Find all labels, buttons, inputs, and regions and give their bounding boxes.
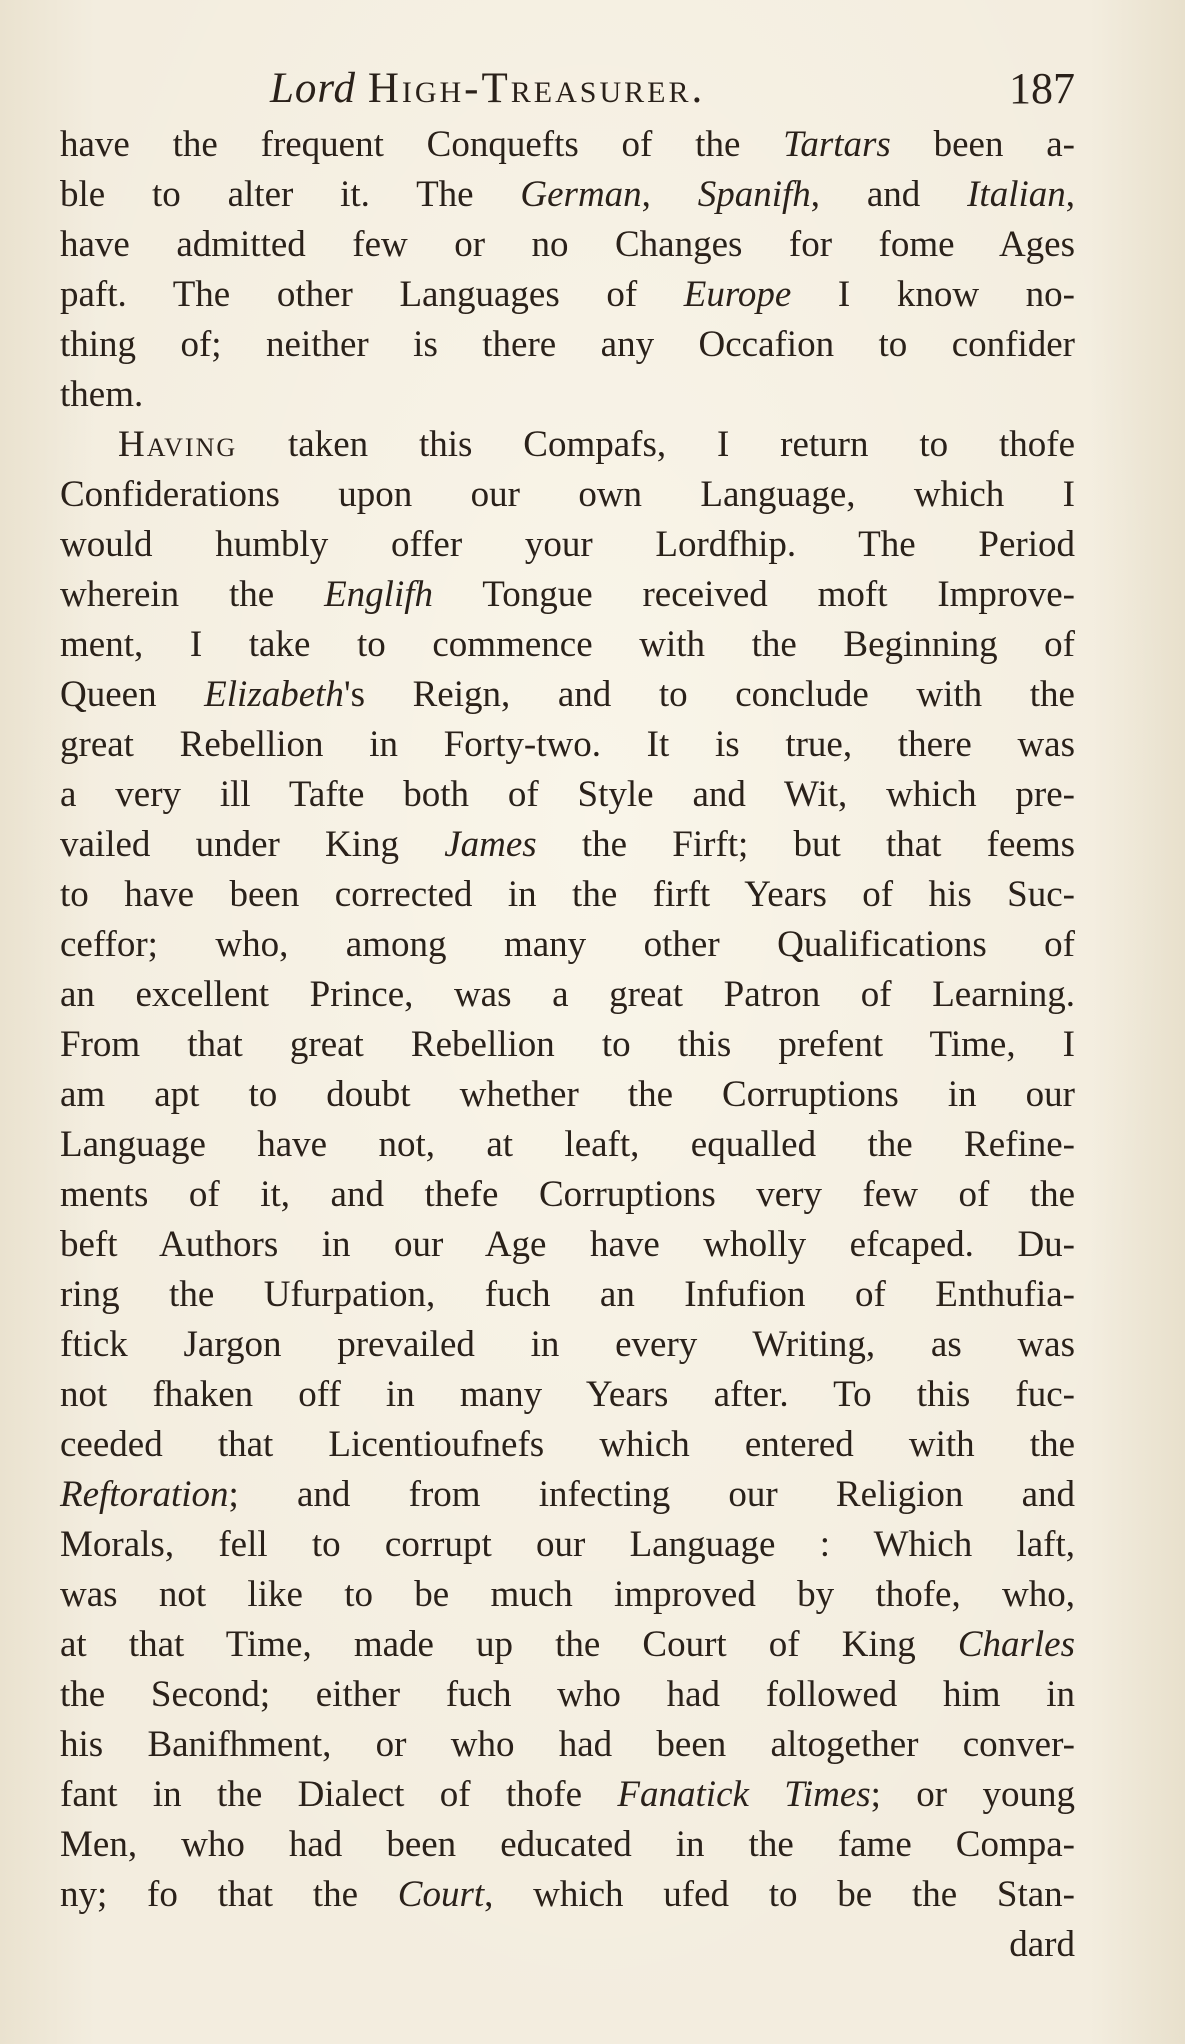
text-segment: From that great Rebellion to this prefent Time, I [60,1024,1075,1065]
italic-segment: Italian [967,174,1066,215]
text-segment: ; or young [870,1774,1075,1815]
text-line [60,1570,1075,1620]
italic-segment: Fanatick Times [617,1774,871,1815]
text-segment: ment, I take to commence with the Beginning of [60,624,1075,665]
text-segment: , [1065,174,1076,215]
text-line [60,620,1075,670]
italic-segment: Reftoration [60,1474,229,1515]
running-head-lord: Lord [270,65,357,112]
text-segment: Tongue received moft Improve- [433,574,1075,615]
small-caps-segment: Having [118,424,238,465]
page-number: 187 [1009,64,1075,113]
text-segment: a very ill Tafte both of Style and Wit, which pre- [60,774,1075,815]
italic-segment: Englifh [324,574,434,615]
text-segment: 's Reign, and to conclude with the [343,674,1075,715]
text-line [60,1270,1075,1320]
text-line [60,1220,1075,1270]
text-segment: ftick Jargon prevailed in every Writing, as was [60,1324,1075,1365]
text-segment: was not like to be much improved by thofe, who, [60,1574,1075,1615]
text-segment: the Second; either fuch who had followed him in [60,1674,1075,1715]
text-line [60,420,1075,470]
text-line [60,820,1075,870]
text-segment: them. [60,374,144,415]
text-line [60,1470,1075,1520]
text-line [60,1120,1075,1170]
running-head-title: High-Treasurer. [367,65,706,112]
text-segment: , and [810,174,968,215]
text-segment: not fhaken off in many Years after. To this fuc- [60,1374,1075,1415]
text-line [60,670,1075,720]
text-line [60,1820,1075,1870]
text-line [60,1020,1075,1070]
italic-segment: Europe [683,274,792,315]
text-line [60,1320,1075,1370]
text-segment: his Banifhment, or who had been altogether conver- [60,1724,1075,1765]
italic-segment: German [520,174,642,215]
text-segment: , which ufed to be the Stan- [484,1874,1075,1915]
text-segment: beft Authors in our Age have wholly efcaped. Du- [60,1224,1075,1265]
text-segment: ments of it, and thefe Corruptions very few of the [60,1174,1075,1215]
text-segment: would humbly offer your Lordfhip. The Period [60,524,1075,565]
text-line [60,770,1075,820]
text-line [60,1670,1075,1720]
text-line [60,1070,1075,1120]
italic-segment: Charles [957,1624,1075,1665]
running-head [270,54,705,124]
italic-segment: Court [397,1874,485,1915]
text-segment: Confiderations upon our own Language, which I [60,474,1075,515]
text-segment: the Firft; but that feems [536,824,1075,865]
text-segment: have the frequent Conquefts of the [60,124,784,165]
text-line [60,270,1075,320]
text-line [60,1420,1075,1470]
text-segment: ny; fo that the [60,1874,398,1915]
text-segment: Morals, fell to corrupt our Language : Which laft, [60,1524,1075,1565]
text-line [60,470,1075,520]
text-line [60,870,1075,920]
text-segment: paft. The other Languages of [60,274,684,315]
text-line [60,1170,1075,1220]
text-segment: ble to alter it. The [60,174,521,215]
text-segment: thing of; neither is there any Occafion to confider [60,324,1075,365]
text-line [60,1770,1075,1820]
text-segment: , [641,174,698,215]
text-line [60,1720,1075,1770]
text-segment: I know no- [791,274,1075,315]
text-segment: to have been corrected in the firft Years of his Suc- [60,874,1075,915]
text-line [60,1870,1075,1920]
text-line [60,1920,1075,1970]
text-line [60,1520,1075,1570]
text-segment: have admitted few or no Changes for fome Ages [60,224,1075,265]
text-line [60,170,1075,220]
text-line [60,570,1075,620]
text-segment: at that Time, made up the Court of King [60,1624,958,1665]
text-line [60,1620,1075,1670]
text-segment: taken this Compafs, I return to thofe [237,424,1075,465]
text-segment: vailed under King [60,824,445,865]
text-segment: Language have not, at leaft, equalled the Refine- [60,1124,1075,1165]
text-segment: been a- [890,124,1075,165]
text-segment: great Rebellion in Forty-two. It is true, there was [60,724,1075,765]
text-line [60,1370,1075,1420]
text-segment: am apt to doubt whether the Corruptions in our [60,1074,1075,1115]
page-header [60,54,1075,124]
text-segment: ceeded that Licentioufnefs which entered with the [60,1424,1075,1465]
text-line [60,920,1075,970]
text-line [60,720,1075,770]
italic-segment: Spanifh [697,174,811,215]
text-segment: ; and from infecting our Religion and [228,1474,1075,1515]
text-segment: fant in the Dialect of thofe [60,1774,618,1815]
body-text [60,120,1075,1970]
text-line [60,370,1075,420]
text-line [60,220,1075,270]
italic-segment: Elizabeth [204,674,344,715]
text-line [60,120,1075,170]
text-segment: an excellent Prince, was a great Patron of Learning. [60,974,1075,1015]
text-segment: dard [1009,1924,1075,1965]
text-segment: Queen [60,674,205,715]
text-line [60,520,1075,570]
text-line [60,970,1075,1020]
text-line [60,320,1075,370]
text-segment: ceffor; who, among many other Qualifications of [60,924,1075,965]
italic-segment: James [444,824,537,865]
text-segment: Men, who had been educated in the fame Compa- [60,1824,1075,1865]
text-segment: wherein the [60,574,325,615]
text-segment: ring the Ufurpation, fuch an Infufion of Enthufia- [60,1274,1075,1315]
italic-segment: Tartars [783,124,891,165]
